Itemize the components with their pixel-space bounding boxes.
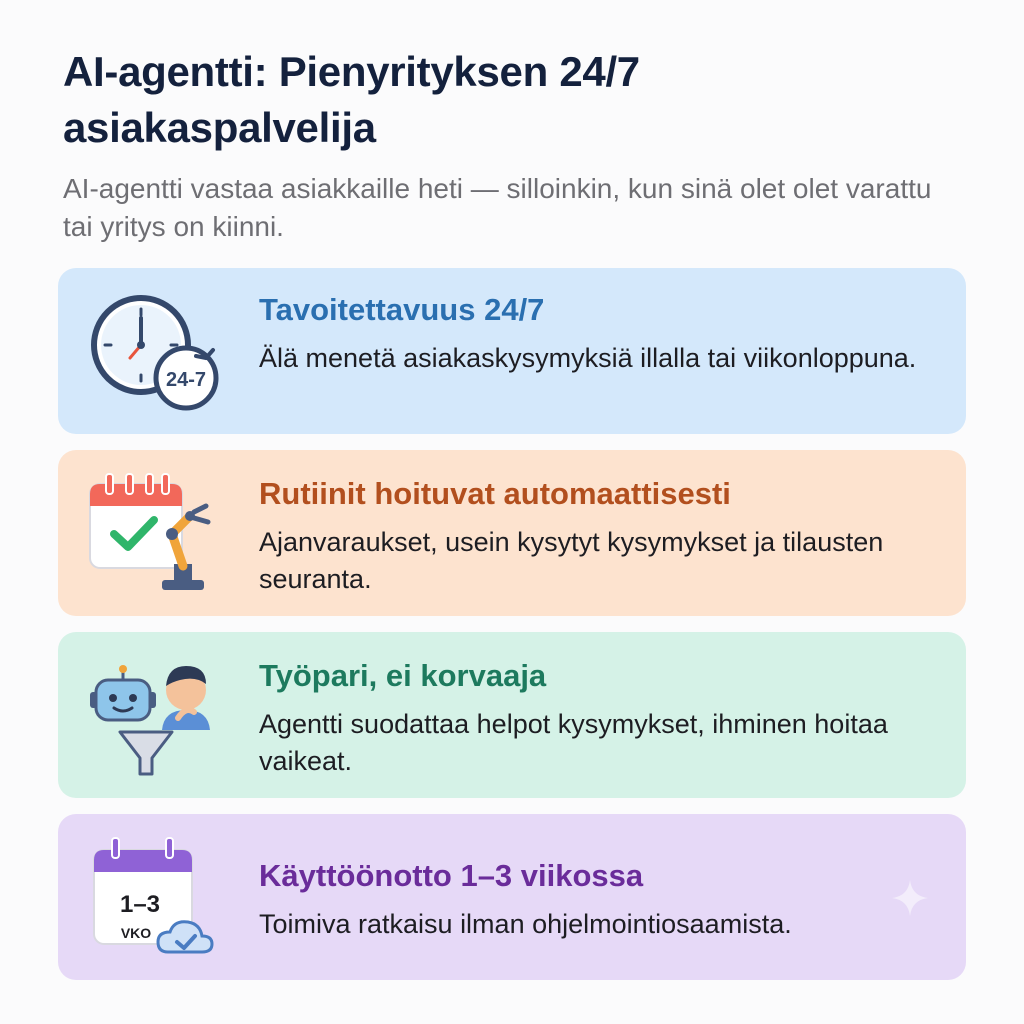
robot-human-funnel-icon: [82, 646, 232, 786]
card-automation: [58, 450, 966, 616]
card-description: Agentti suodattaa helpot kysymykset, ihminen hoitaa vaikeat.: [259, 709, 888, 776]
card-title: Tavoitettavuus 24/7: [259, 292, 545, 327]
card-teamwork: [58, 632, 966, 798]
card-title: Työpari, ei korvaaja: [259, 658, 547, 693]
clock-24-7-icon: [82, 282, 232, 422]
card-description: Ajanvaraukset, usein kysytyt kysymykset ja tilausten seuranta.: [259, 527, 884, 594]
sparkle-icon: [890, 878, 930, 918]
card-description: Älä menetä asiakaskysymyksiä illalla tai viikonloppuna.: [259, 343, 917, 373]
calendar-range-text: 1–3: [119, 891, 161, 918]
card-availability: [58, 268, 966, 434]
calendar-cloud-icon: [82, 828, 232, 968]
calendar-unit-text: VKO: [120, 925, 152, 941]
card-title: Käyttöönotto 1–3 viikossa: [259, 858, 644, 893]
clock-badge-text: 24-7: [165, 369, 207, 391]
page-subtitle: AI-agentti vastaa asiakkaille heti — silloinkin, kun sinä olet olet varattu tai yritys on kiinni.: [63, 173, 932, 242]
card-onboarding: [58, 814, 966, 980]
calendar-robot-arm-icon: [82, 464, 232, 604]
page-title: AI-agentti: Pienyrityksen 24/7 asiakaspalvelija: [63, 48, 640, 151]
card-description: Toimiva ratkaisu ilman ohjelmointiosaamista.: [259, 909, 792, 939]
card-title: Rutiinit hoituvat automaattisesti: [259, 476, 731, 511]
